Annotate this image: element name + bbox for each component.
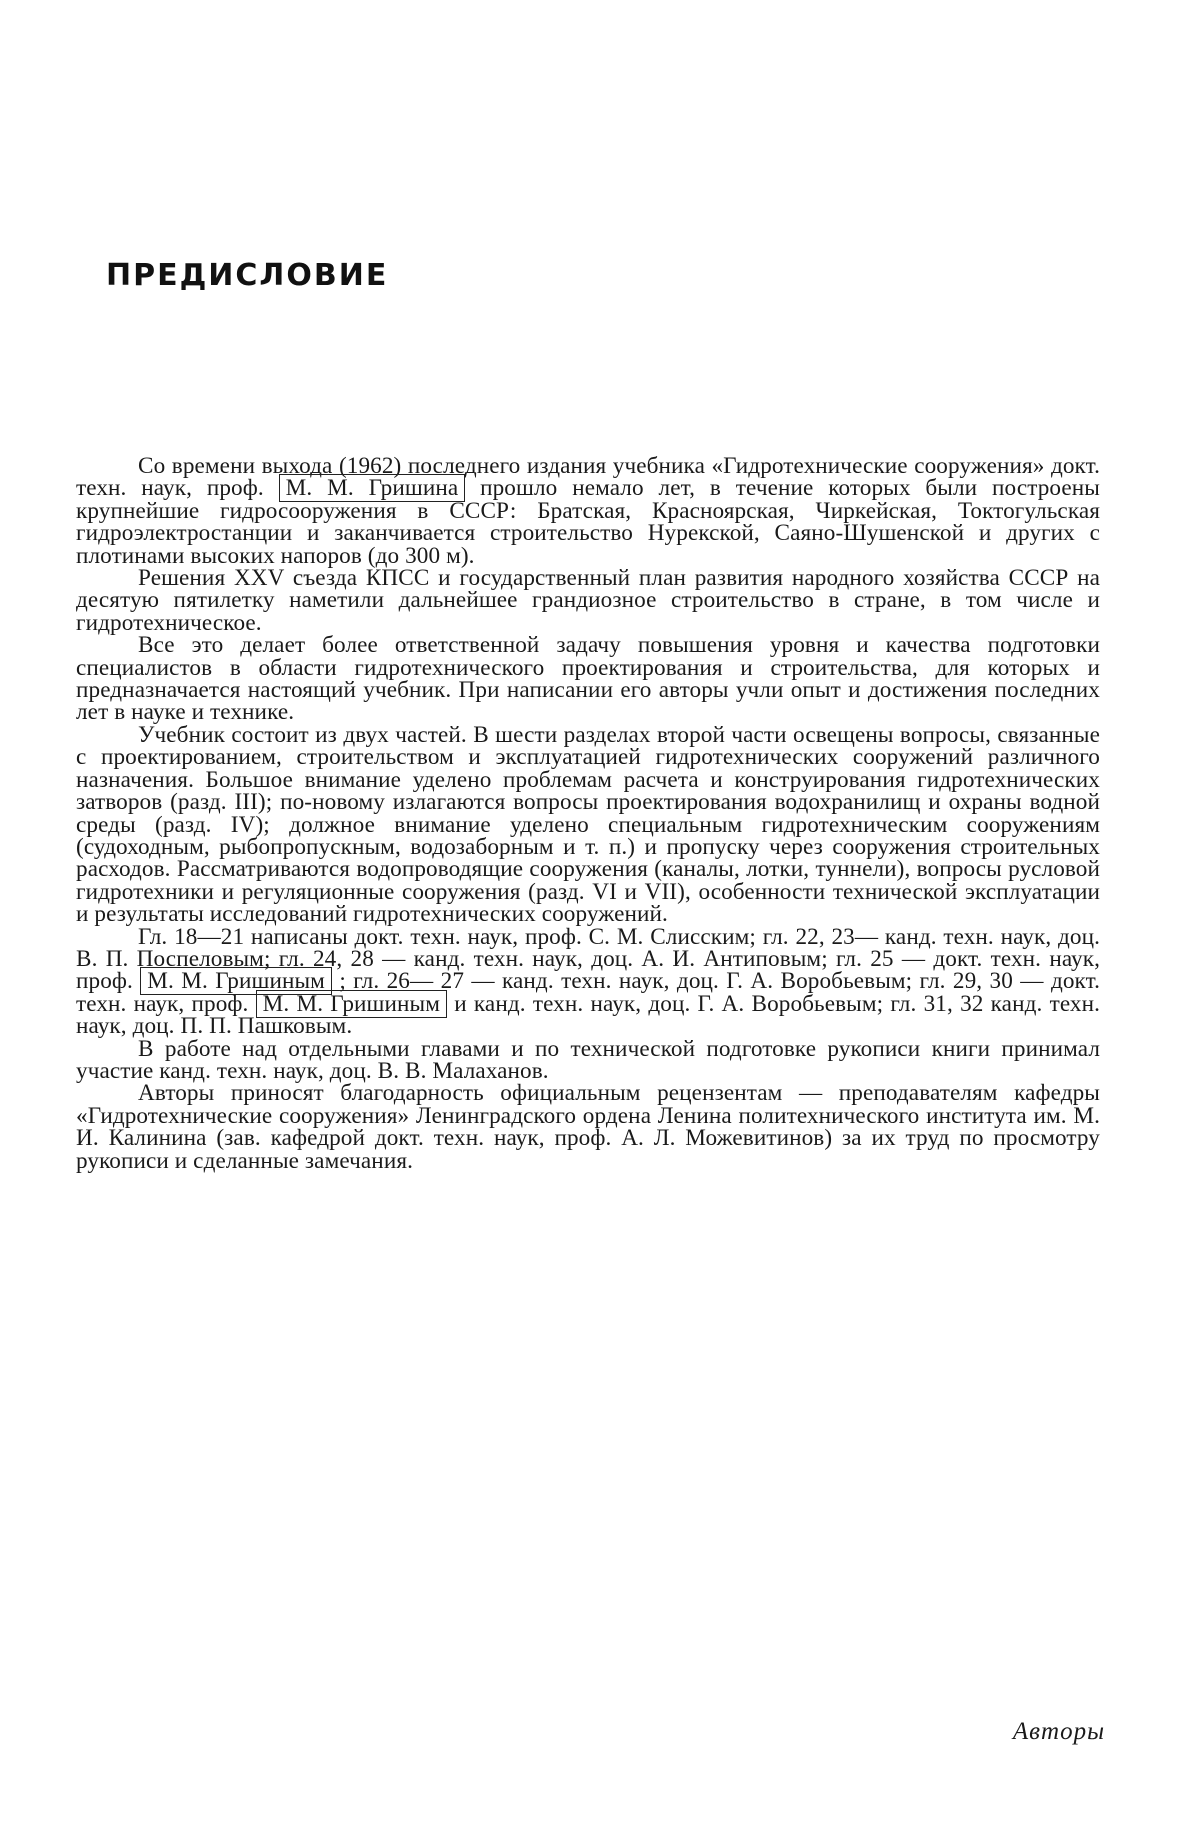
paragraph-5-text-a: Гл. 18—21 написаны докт. техн. наук, проф. С. М. Слисским; гл. 22, 23— канд. техн. наук, доц. В. П. Поспеловым; гл. 24, 28 — канд. техн. наук, доц. А. И. Антиповым; гл. 25 — докт. техн. наук, проф. bbox=[76, 923, 1100, 995]
boxed-name-grishin-1: М. М. Гришина bbox=[279, 474, 466, 502]
paragraph-3: Все это делает более ответственной задачу повышения уровня и качества подготовки специалистов в области гидротехнического проектирования и строительства, для которых и предназначается настоящий учебник. При написании его авторы учли опыт и достижения последних лет в науке и технике. bbox=[76, 632, 1100, 726]
signature: Авторы bbox=[1012, 1718, 1105, 1745]
boxed-name-grishin-2: М. М. Гришиным bbox=[140, 967, 332, 995]
paragraph-4: Учебник состоит из двух частей. В шести разделах второй части освещены вопросы, связанные с проектированием, строительством и эксплуатацией гидротехнических сооружений различного назначения. Большое внимание уделено проблемам расчета и конструирования гидротехнических затворов (разд. III); по-новому излагаются вопросы проектирования водохранилищ и охраны водной среды (разд. IV); должное внимание уделено специальным гидротехническим сооружениям (судоходным, рыбопропускным, водозаборным и т. п.) и пропуску через сооружения строительных расходов. Рассматриваются водопроводящие сооружения (каналы, лотки, туннели), вопросы русловой гидротехники и регуляционные сооружения (разд. VI и VII), особенности технической эксплуатации и результаты исследований гидротехнических сооружений. bbox=[76, 721, 1100, 928]
paragraph-5 bbox=[76, 923, 1100, 1040]
paragraph-1-text-b: прошло немало лет, в течение которых были построены крупнейшие гидросооружения в СССР: Братская, Красноярская, Чиркейская, Токтогульская гидроэлектростанции и заканчивается строительство Нурекской, Саяно-Шушенской и других с плотинами высоких напоров (до 300 м). bbox=[76, 475, 1100, 569]
paragraph-2: Решения XXV съезда КПСС и государственный план развития народного хозяйства СССР на десятую пятилетку наметили дальнейшее грандиозное строительство в стране, в том числе и гидротехническое. bbox=[76, 565, 1100, 636]
paragraph-5-text-c: и канд. техн. наук, доц. Г. А. Воробьевым; гл. 31, 32 канд. техн. наук, доц. П. П. Пашковым. bbox=[76, 990, 1100, 1040]
paragraph-5-text-b: ; гл. 26— 27 — канд. техн. наук, доц. Г. А. Воробьевым; гл. 29, 30 — докт. техн. наук, проф. bbox=[76, 968, 1100, 1017]
paragraph-7: Авторы приносят благодарность официальным рецензентам — преподавателям кафедры «Гидротехнические сооружения» Ленинградского ордена Ленина политехнического института им. М. И. Калинина (зав. кафедрой докт. техн. наук, проф. А. Л. Можевитинов) за их труд по просмотру рукописи и сделанные замечания. bbox=[76, 1080, 1100, 1174]
paragraph-1-text-a: Со времени выхода (1962) последнего издания учебника «Гидротехнические сооружения» докт. техн. наук, проф. bbox=[76, 453, 1100, 502]
paragraph-6: В работе над отдельными главами и по технической подготовке рукописи книги принимал участие канд. техн. наук, доц. В. В. Малаханов. bbox=[76, 1035, 1100, 1084]
preface-body bbox=[76, 455, 1100, 1172]
page-title: ПРЕДИСЛОВИЕ bbox=[106, 258, 389, 293]
paragraph-1 bbox=[76, 455, 1100, 567]
boxed-name-grishin-3: М. М. Гришиным bbox=[256, 990, 447, 1018]
